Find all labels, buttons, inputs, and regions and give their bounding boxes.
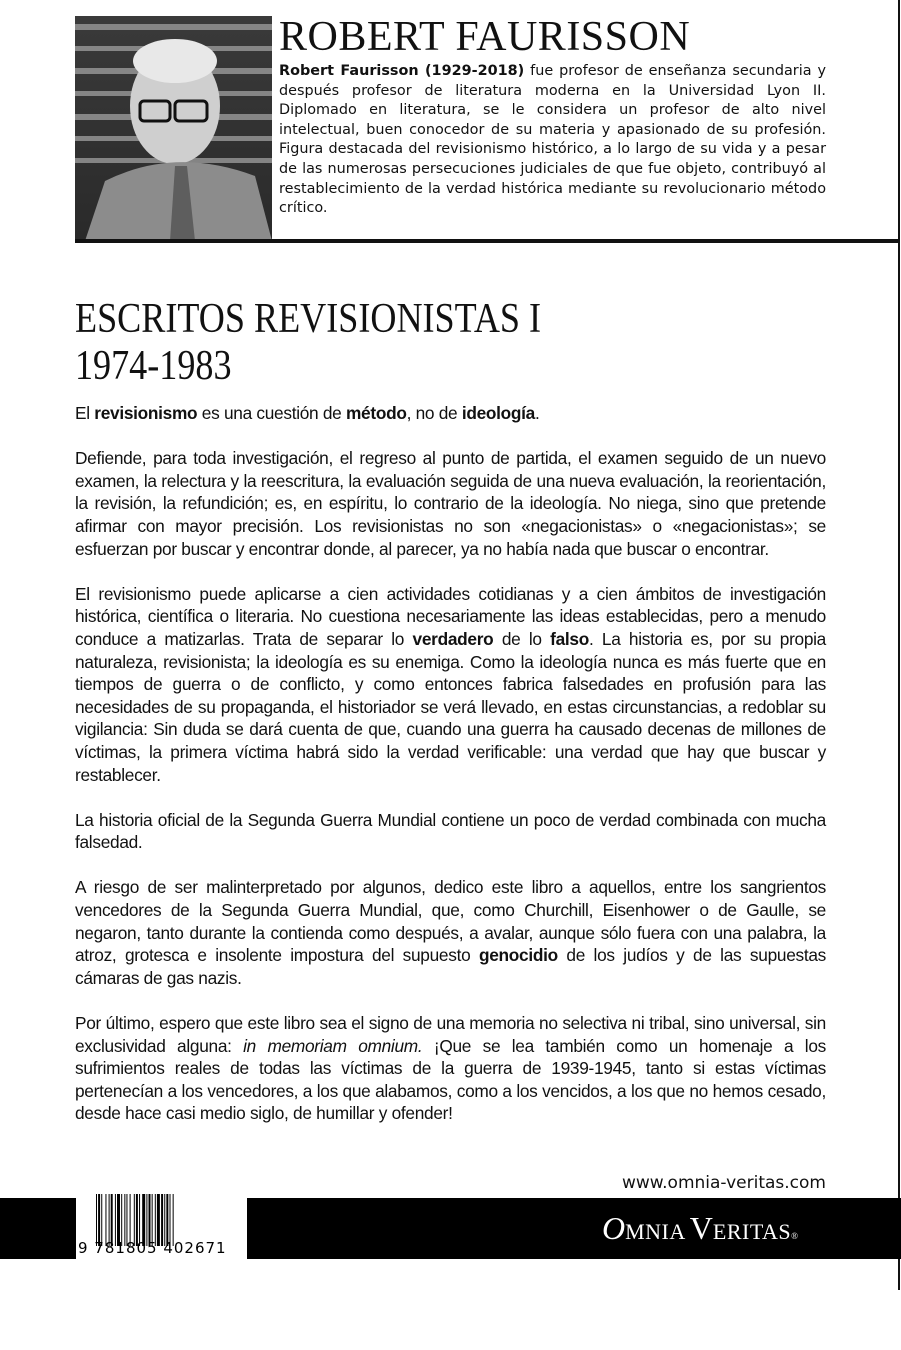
blurb-paragraph-6 — [75, 1012, 826, 1125]
emphasis-ideologia: ideología — [461, 403, 535, 423]
blurb-paragraph-5 — [75, 876, 826, 989]
book-title-years: 1974-1983 — [75, 343, 232, 389]
text-run: . — [535, 403, 540, 423]
latin-phrase: in memoriam omnium. — [243, 1035, 423, 1056]
page-edge-rule — [898, 0, 900, 1290]
blurb-paragraph-4: La historia oficial de la Segunda Guerra Mundial contiene un poco de verdad combinada con mucha falsedad. — [75, 809, 826, 853]
text-run: , no de — [406, 403, 462, 423]
emphasis-verdadero: verdadero — [412, 628, 494, 649]
author-name: ROBERT FAURISSON — [279, 14, 691, 60]
author-photo — [75, 16, 272, 241]
registered-mark-icon: ® — [791, 1231, 798, 1241]
logo-letter-o: O — [602, 1210, 626, 1246]
author-portrait-image — [75, 16, 272, 241]
text-run: El revisionismo puede aplicarse a cien actividades cotidianas y a cien ámbitos de investigación histórica, científica o literaria. No cuestiona necesariamente las ideas establecidas, pero a menudo conduce a matizarlas. Trata de separar lo — [75, 583, 826, 649]
author-bio — [279, 62, 826, 219]
publisher-logo — [602, 1210, 798, 1247]
emphasis-genocidio: genocidio — [478, 945, 558, 966]
isbn-digits: 9 781805 402671 — [78, 1239, 227, 1257]
book-title — [75, 296, 541, 390]
text-run: Por último, espero que este libro sea el signo de una memoria no selectiva ni tribal, sino universal, sin exclusividad alguna: — [75, 1013, 826, 1056]
footer-band-right — [247, 1198, 901, 1259]
text-run: . La historia es, por su propia naturaleza, revisionista; la ideología es su enemiga. Como la ideología nunca es más fuerte que en tiempos de guerra o de conflicto, y como entonces fabrica falsedades en profusión para las necesidades de su propaganda, el historiador se verá llevado, en estas circunstancias, a redoblar su vigilancia: Sin duda se dará cuenta de que, cuando una guerra ha causado decenas de millones de víctimas, la primera víctima habrá sido la verdad verificable: una verdad que hay que buscar y restablecer. — [75, 628, 826, 785]
blurb-paragraph-1 — [75, 402, 826, 425]
text-run: es una cuestión de — [197, 403, 346, 423]
text-run: de los judíos y de las supuestas cámaras de gas nazis. — [75, 945, 826, 988]
text-run: de lo — [493, 628, 551, 649]
isbn-barcode — [78, 1194, 246, 1262]
header-divider — [75, 239, 900, 243]
blurb-paragraph-3 — [75, 583, 826, 786]
emphasis-falso: falso — [550, 628, 589, 649]
text-run: A riesgo de ser malinterpretado por algunos, dedico este libro a aquellos, entre los sangrientos vencedores de la Segunda Guerra Mundial, que, como Churchill, Eisenhower o de Gaulle, se negaron, tanto durante la contienda como después, a avalar, aunque sólo fuera con una palabra, la atroz, grotesca e insolente impostura del supuesto — [75, 877, 826, 966]
text-run: El — [75, 403, 95, 423]
blurb-paragraph-2: Defiende, para toda investigación, el regreso al punto de partida, el examen seguido de un nuevo examen, la relectura y la reescritura, la evaluación seguida de una nueva evaluación, la reorientación, la revisión, la refundición; es, en espíritu, lo contrario de la ideología. No niega, sino que pretende afirmar con mayor precisión. Los revisionistas no son «negacionistas» o «negacionistas»; se esfuerzan por buscar y encontrar donde, al parecer, ya no había nada que buscar o encontrar. — [75, 448, 826, 559]
author-bio-lead: Robert Faurisson (1929-2018) — [279, 63, 525, 79]
logo-letter-v: V — [689, 1210, 713, 1246]
text-run: ¡Que se lea también como un homenaje a los sufrimientos reales de todas las víctimas de la guerra de 1939-1945, tanto si estas víctimas pertenecían a los vencedores, a los que alabamos, como a los vencidos, a los que no hemos cesado, desde hace casi medio siglo, de humillar y ofender! — [75, 1035, 826, 1124]
publisher-website-link[interactable]: www.omnia-veritas.com — [622, 1173, 826, 1193]
book-title-main: ESCRITOS REVISIONISTAS I — [75, 296, 542, 342]
logo-mnia: MNIA — [625, 1219, 686, 1244]
blurb — [75, 402, 826, 1148]
author-bio-text: fue profesor de enseñanza secundaria y después profesor de literatura moderna en la Universidad Lyon II. Diplomado en literatura, se le considera un profesor de alto nivel intelectual, buen conocedor de su materia y apasionado de su profesión. Figura destacada del revisionismo histórico, a lo largo de su vida y a pesar de las numerosas persecuciones judiciales de que fue objeto, contribuyó al restablecimiento de la verdad histórica mediante su revolucionario método crítico. — [279, 63, 826, 217]
logo-eritas: ERITAS — [712, 1219, 792, 1244]
footer-band-left — [0, 1198, 76, 1259]
emphasis-metodo: método — [345, 403, 407, 423]
emphasis-revisionismo: revisionismo — [94, 403, 198, 423]
